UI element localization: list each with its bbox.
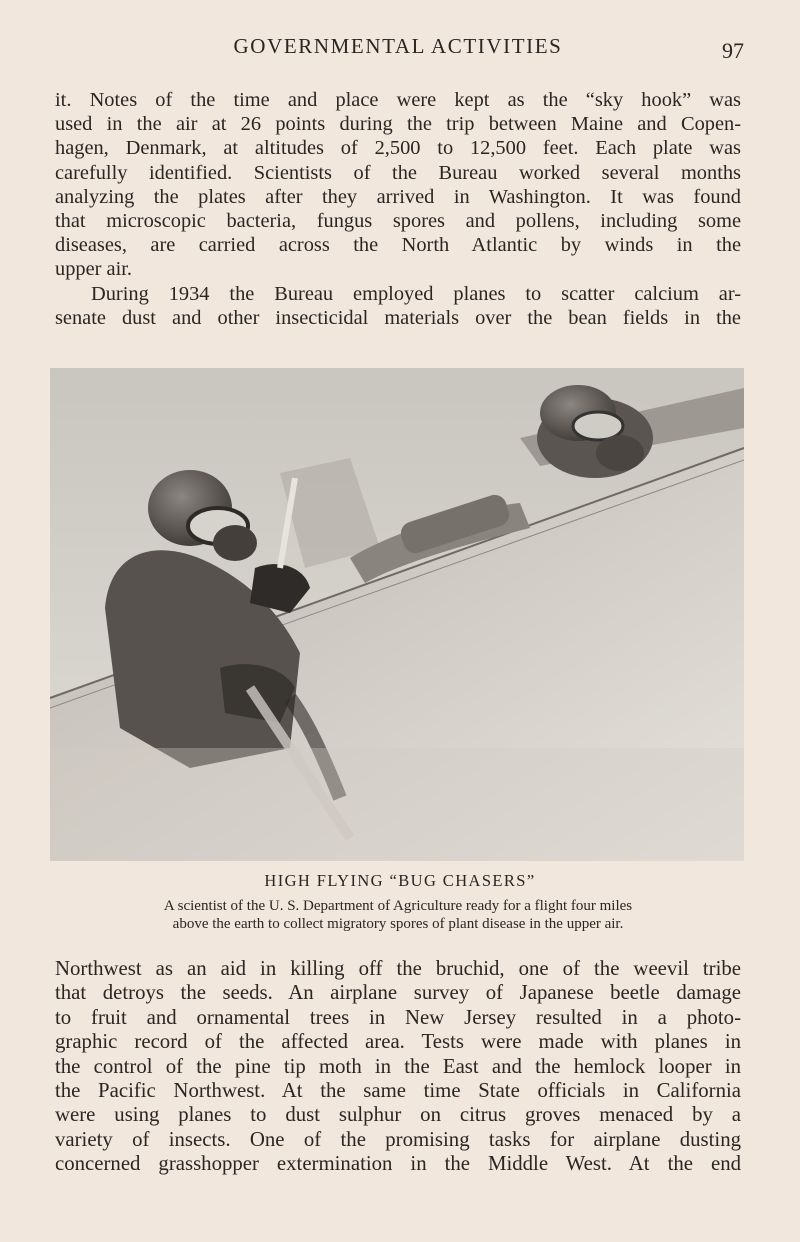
text-line: senate dust and other insecticidal materials over the bean fields in the (55, 306, 741, 329)
figure-caption-title: HIGH FLYING “BUG CHASERS” (264, 871, 536, 890)
text-line: variety of insects. One of the promising tasks for airplane dusting (55, 1127, 741, 1151)
text-line: upper air. (55, 258, 133, 281)
text-line: that detroys the seeds. An airplane survey of Japanese beetle damage (55, 981, 741, 1005)
text-line: the control of the pine tip moth in the East and the hemlock looper in (55, 1054, 741, 1078)
page-number: 97 (722, 38, 744, 63)
paragraph-top (55, 88, 741, 330)
running-head (52, 34, 744, 62)
text-line: it. Notes of the time and place were kept as the “sky hook” was (55, 89, 741, 111)
text-line: carefully identified. Scientists of the Bureau worked several months (55, 161, 741, 184)
text-line: During 1934 the Bureau employed planes to scatter calcium ar- (91, 282, 741, 305)
text-line: diseases, are carried across the North Atlantic by winds in the (55, 234, 741, 257)
text-line: were using planes to dust sulphur on citrus groves menaced by a (55, 1103, 741, 1127)
figure-caption (52, 897, 744, 933)
text-line: that microscopic bacteria, fungus spores and pollens, including some (55, 210, 741, 233)
caption-line: above the earth to collect migratory spores of plant disease in the upper air. (172, 916, 624, 932)
text-line: used in the air at 26 points during the trip between Maine and Copen- (55, 113, 741, 136)
text-line: analyzing the plates after they arrived in Washington. It was found (55, 185, 741, 208)
caption-line: A scientist of the U. S. Department of Agriculture ready for a flight four miles (163, 898, 633, 914)
text-line: the Pacific Northwest. At the same time State officials in California (55, 1079, 741, 1103)
running-title: GOVERNMENTAL ACTIVITIES (233, 34, 563, 58)
text-line: concerned grasshopper extermination in the Middle West. At the end (55, 1152, 741, 1176)
text-line: hagen, Denmark, at altitudes of 2,500 to 12,500 feet. Each plate was (55, 137, 741, 160)
photograph-aviators (50, 368, 744, 861)
text-line: to fruit and ornamental trees in New Jersey resulted in a photo- (55, 1005, 741, 1029)
text-line: Northwest as an aid in killing off the bruchid, one of the weevil tribe (55, 957, 741, 980)
paragraph-bottom (55, 957, 741, 1177)
text-line: graphic record of the affected area. Tests were made with planes in (55, 1030, 741, 1054)
